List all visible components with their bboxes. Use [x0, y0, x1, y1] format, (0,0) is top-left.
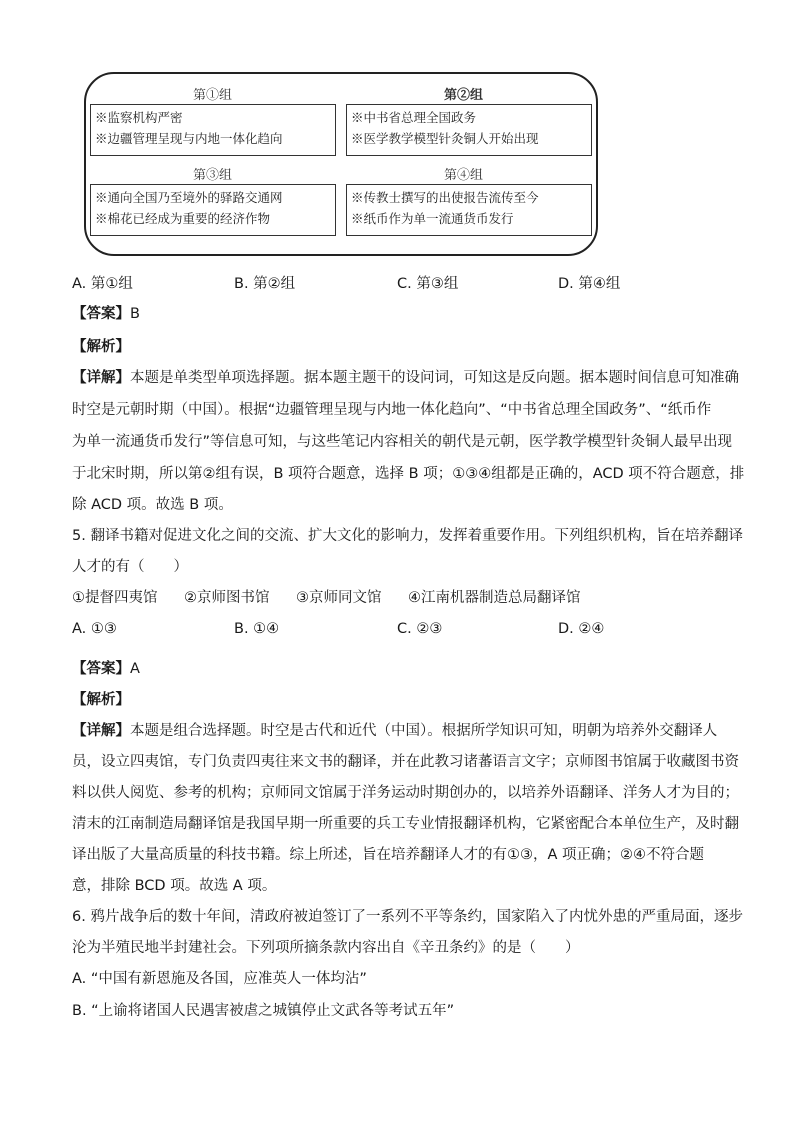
- q5-option-a: A. ①③: [72, 621, 117, 637]
- q5-answer: [72, 659, 140, 679]
- q5-option-c: C. ②③: [397, 621, 443, 637]
- q4-option-a: A. 第①组: [72, 276, 133, 292]
- q5-option-d: D. ②④: [558, 621, 605, 637]
- q4-analysis-label: 解析: [86, 339, 116, 355]
- group-2-item-2: ※医学教学模型针灸铜人开始出现: [351, 131, 539, 146]
- q5-detail-line-5: 译出版了大量高质量的科技书籍。综上所述，旨在培养翻译人才的有①③，A 项正确；②④不符合题: [72, 847, 705, 863]
- group-1-item-1: ※监察机构严密: [95, 110, 183, 125]
- q4-detail-line-3: 为单一流通货币发行”等信息可知，与这些笔记内容相关的朝代是元朝，医学教学模型针灸铜人最早出现: [72, 434, 733, 450]
- q4-detail-line-1: [72, 368, 739, 388]
- group-2-item-1: ※中书省总理全国政务: [351, 110, 477, 125]
- q5-stem-line-1: 5. 翻译书籍对促进文化之间的交流、扩大文化的影响力，发挥着重要作用。下列组织机构，旨在培养翻译: [72, 528, 743, 544]
- q5-detail-line-3: 料以供人阅览、参考的机构；京师同文馆属于洋务运动时期创办的，以培养外语翻译、洋务人才为目的；: [72, 785, 739, 801]
- q4-detail-text-1: 本题是单类型单项选择题。据本题主题干的设问词，可知这是反向题。据本题时间信息可知准确: [130, 370, 739, 386]
- group-3-box: [90, 184, 336, 236]
- q5-item-4: ④江南机器制造总局翻译馆: [408, 590, 581, 606]
- q4-detail-line-2: 时空是元朝时期（中国）。根据“边疆管理呈现与内地一体化趋向”、“中书省总理全国政务”、“纸币作: [72, 402, 712, 418]
- q6-stem-line-2: 沦为半殖民地半封建社会。下列项所摘条款内容出自《辛丑条约》的是（ ）: [72, 940, 580, 956]
- q5-item-1: ①提督四夷馆: [72, 590, 158, 606]
- q5-item-2: ②京师图书馆: [184, 590, 270, 606]
- group-2-title: 第②组: [444, 88, 484, 103]
- group-4-item-1: ※传教士撰写的出使报告流传至今: [351, 190, 539, 205]
- q4-option-d: D. 第④组: [558, 276, 621, 292]
- q4-answer-label: 【答案】: [72, 306, 130, 322]
- q4-detail-line-4: 于北宋时期，所以第②组有误，B 项符合题意，选择 B 项；①③④组都是正确的，ACD 项不符合题意，排: [72, 466, 745, 482]
- q4-analysis-heading: 【解析】: [72, 339, 130, 355]
- q6-option-b: B. “上谕将诸国人民遇害被虐之城镇停止文武各等考试五年”: [72, 1003, 455, 1019]
- q4-option-b: B. 第②组: [234, 276, 296, 292]
- q4-detail-label: 【详解】: [72, 370, 130, 386]
- q6-option-a: A. “中国有新恩施及各国，应准英人一体均沾”: [72, 971, 367, 987]
- group-1-title: 第①组: [193, 88, 233, 103]
- q5-stem-line-2: 人才的有（ ）: [72, 559, 188, 575]
- q5-detail-line-1: [72, 721, 717, 741]
- q5-detail-text-1: 本题是组合选择题。时空是古代和近代（中国）。根据所学知识可知，明朝为培养外交翻译人: [130, 723, 718, 739]
- q5-detail-line-2: 员，设立四夷馆，专门负责四夷往来文书的翻译，并在此教习诸蕃语言文字；京师图书馆属于收藏图书资: [72, 754, 739, 770]
- group-3-item-1: ※通向全国乃至境外的驿路交通网: [95, 190, 283, 205]
- q5-answer-value: A: [130, 661, 140, 677]
- group-1-item-2: ※边疆管理呈现与内地一体化趋向: [95, 131, 283, 146]
- q5-analysis-label: 解析: [86, 692, 116, 708]
- q4-option-c: C. 第③组: [397, 276, 459, 292]
- q5-item-3: ③京师同文馆: [296, 590, 382, 606]
- q4-answer: [72, 304, 140, 324]
- group-4-title: 第④组: [444, 168, 484, 183]
- q5-analysis-heading: 【解析】: [72, 692, 130, 708]
- q4-answer-value: B: [130, 306, 140, 322]
- q4-detail-line-5: 除 ACD 项。故选 B 项。: [72, 497, 233, 513]
- q6-stem-line-1: 6. 鸦片战争后的数十年间，清政府被迫签订了一系列不平等条约，国家陷入了内忧外患的严重局面，逐步: [72, 909, 743, 925]
- group-1-box: [90, 104, 336, 156]
- q5-answer-label: 【答案】: [72, 661, 130, 677]
- q5-detail-line-6: 意，排除 BCD 项。故选 A 项。: [72, 878, 277, 894]
- group-3-title: 第③组: [193, 168, 233, 183]
- q5-detail-line-4: 清末的江南制造局翻译馆是我国早期一所重要的兵工专业情报翻译机构，它紧密配合本单位生产，及时翻: [72, 816, 739, 832]
- group-4-item-2: ※纸币作为单一流通货币发行: [351, 211, 514, 226]
- group-4-box: [346, 184, 592, 236]
- q5-option-b: B. ①④: [234, 621, 280, 637]
- q5-detail-label: 【详解】: [72, 723, 130, 739]
- group-3-item-2: ※棉花已经成为重要的经济作物: [95, 211, 271, 226]
- group-2-box: [346, 104, 592, 156]
